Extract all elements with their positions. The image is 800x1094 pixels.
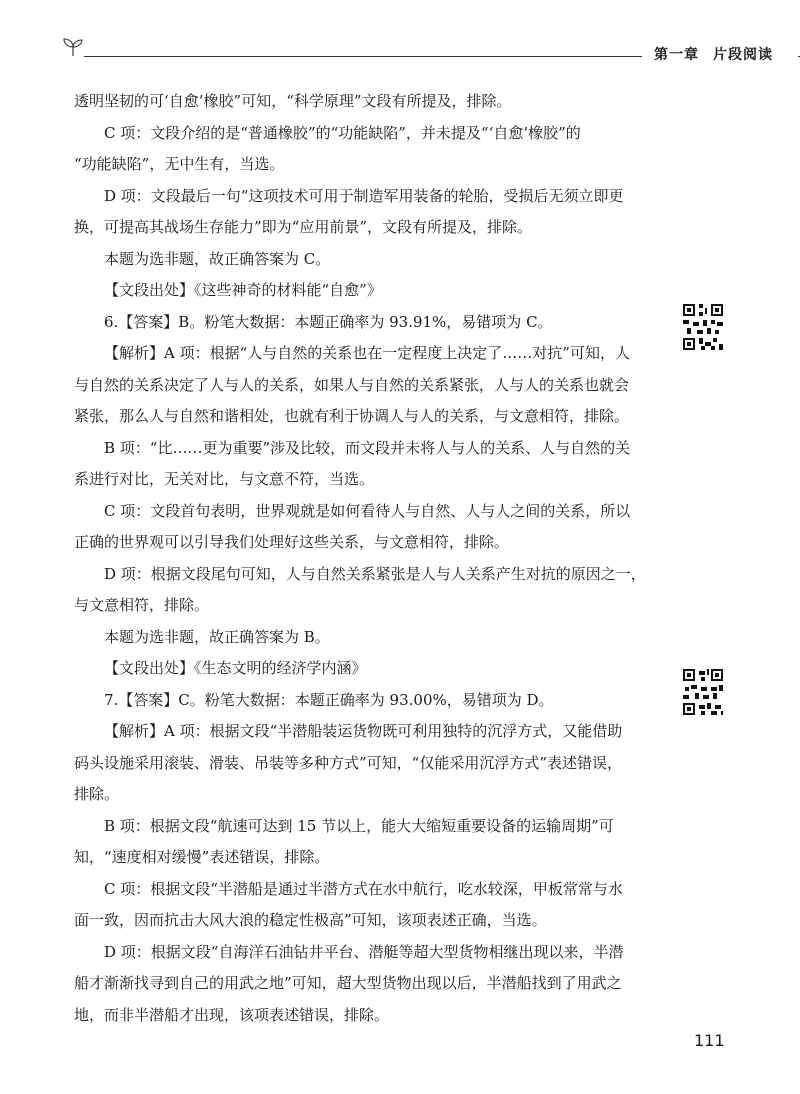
qr-code-icon[interactable] [681, 667, 725, 717]
text-line: 【解析】A 项：根据文段“半潜船装运货物既可利用独特的沉浮方式，又能借助 [104, 722, 623, 740]
chapter-label: 第一章 [654, 47, 699, 63]
text-line: 透明坚韧的可‘自愈’橡胶”可知，“科学原理”文段有所提及，排除。 [74, 92, 512, 110]
text-line: 码头设施采用滚装、滑装、吊装等多种方式”可知，“仅能采用沉浮方式”表述错误， [74, 753, 623, 772]
answer-line: 6.【答案】B。粉笔大数据：本题正确率为 93.91%，易错项为 C。 [104, 312, 553, 331]
text-line: B 项：根据文段“航速可达到 15 节以上，能大大缩短重要设备的运输周期”可 [104, 816, 614, 835]
text-line: 排除。 [74, 785, 120, 803]
page-number: 111 [694, 1031, 725, 1050]
qr-code-icon[interactable] [681, 302, 725, 352]
header-rule-left [84, 56, 642, 57]
text-line: 系进行对比，无关对比，与文意不符，当选。 [74, 470, 375, 488]
chapter-title [654, 44, 773, 64]
text-line: 本题为选非题，故正确答案为 B。 [104, 627, 330, 646]
source-line: 【文段出处】《这些神奇的材料能“自愈”》 [104, 281, 382, 299]
page-header [62, 36, 780, 62]
text-line: C 项：文段介绍的是“普通橡胶”的“功能缺陷”，并未提及“‘自愈’橡胶”的 [104, 123, 581, 142]
sprout-icon [62, 36, 84, 58]
source-line: 【文段出处】《生态文明的经济学内涵》 [104, 659, 367, 677]
text-line: 紧张，那么人与自然和谐相处，也就有利于协调人与人的关系，与文意相符，排除。 [74, 407, 630, 425]
text-line: B 项：“比……更为重要”涉及比较，而文段并未将人与人的关系、人与自然的关 [104, 438, 631, 457]
text-line: 地，而非半潜船才出现，该项表述错误，排除。 [74, 1005, 390, 1024]
text-line: 船才渐渐找寻到自己的用武之地”可知，超大型货物出现以后，半潜船找到了用武之 [74, 974, 622, 992]
text-line: C 项：根据文段“半潜船是通过半潜方式在水中航行，吃水较深，甲板常常与水 [104, 879, 623, 898]
section-label: 片段阅读 [713, 47, 773, 63]
text-line: 换，可提高其战场生存能力”即为“应用前景”，文段有所提及，排除。 [74, 218, 533, 236]
text-line: D 项：根据文段“自海洋石油钻井平台、潜艇等超大型货物相继出现以来，半潜 [104, 942, 624, 961]
text-line: D 项：根据文段尾句可知，人与自然关系紧张是人与人关系产生对抗的原因之一， [104, 564, 646, 583]
text-line: 与文意相符，排除。 [74, 596, 210, 614]
answer-line: 7.【答案】C。粉笔大数据：本题正确率为 93.00%，易错项为 D。 [104, 690, 554, 709]
text-line: C 项：文段首句表明，世界观就是如何看待人与自然、人与人之间的关系，所以 [104, 501, 631, 520]
text-line: 本题为选非题，故正确答案为 C。 [104, 249, 331, 268]
text-line: 正确的世界观可以引导我们处理好这些关系，与文意相符，排除。 [74, 533, 510, 551]
text-line: 【解析】A 项：根据“人与自然的关系也在一定程度上决定了……对抗”可知，人 [104, 344, 630, 362]
text-line: 知，“速度相对缓慢”表述错误，排除。 [74, 848, 330, 866]
text-line: 面一致，因而抗击大风大浪的稳定性极高”可知，该项表述正确，当选。 [74, 911, 547, 929]
text-line: D 项：文段最后一句“这项技术可用于制造军用装备的轮胎，受损后无须立即更 [104, 186, 624, 205]
page-body [74, 86, 658, 1031]
text-line: “功能缺陷”，无中生有，当选。 [74, 155, 285, 173]
text-line: 与自然的关系决定了人与人的关系，如果人与自然的关系紧张，人与人的关系也就会 [74, 375, 630, 394]
